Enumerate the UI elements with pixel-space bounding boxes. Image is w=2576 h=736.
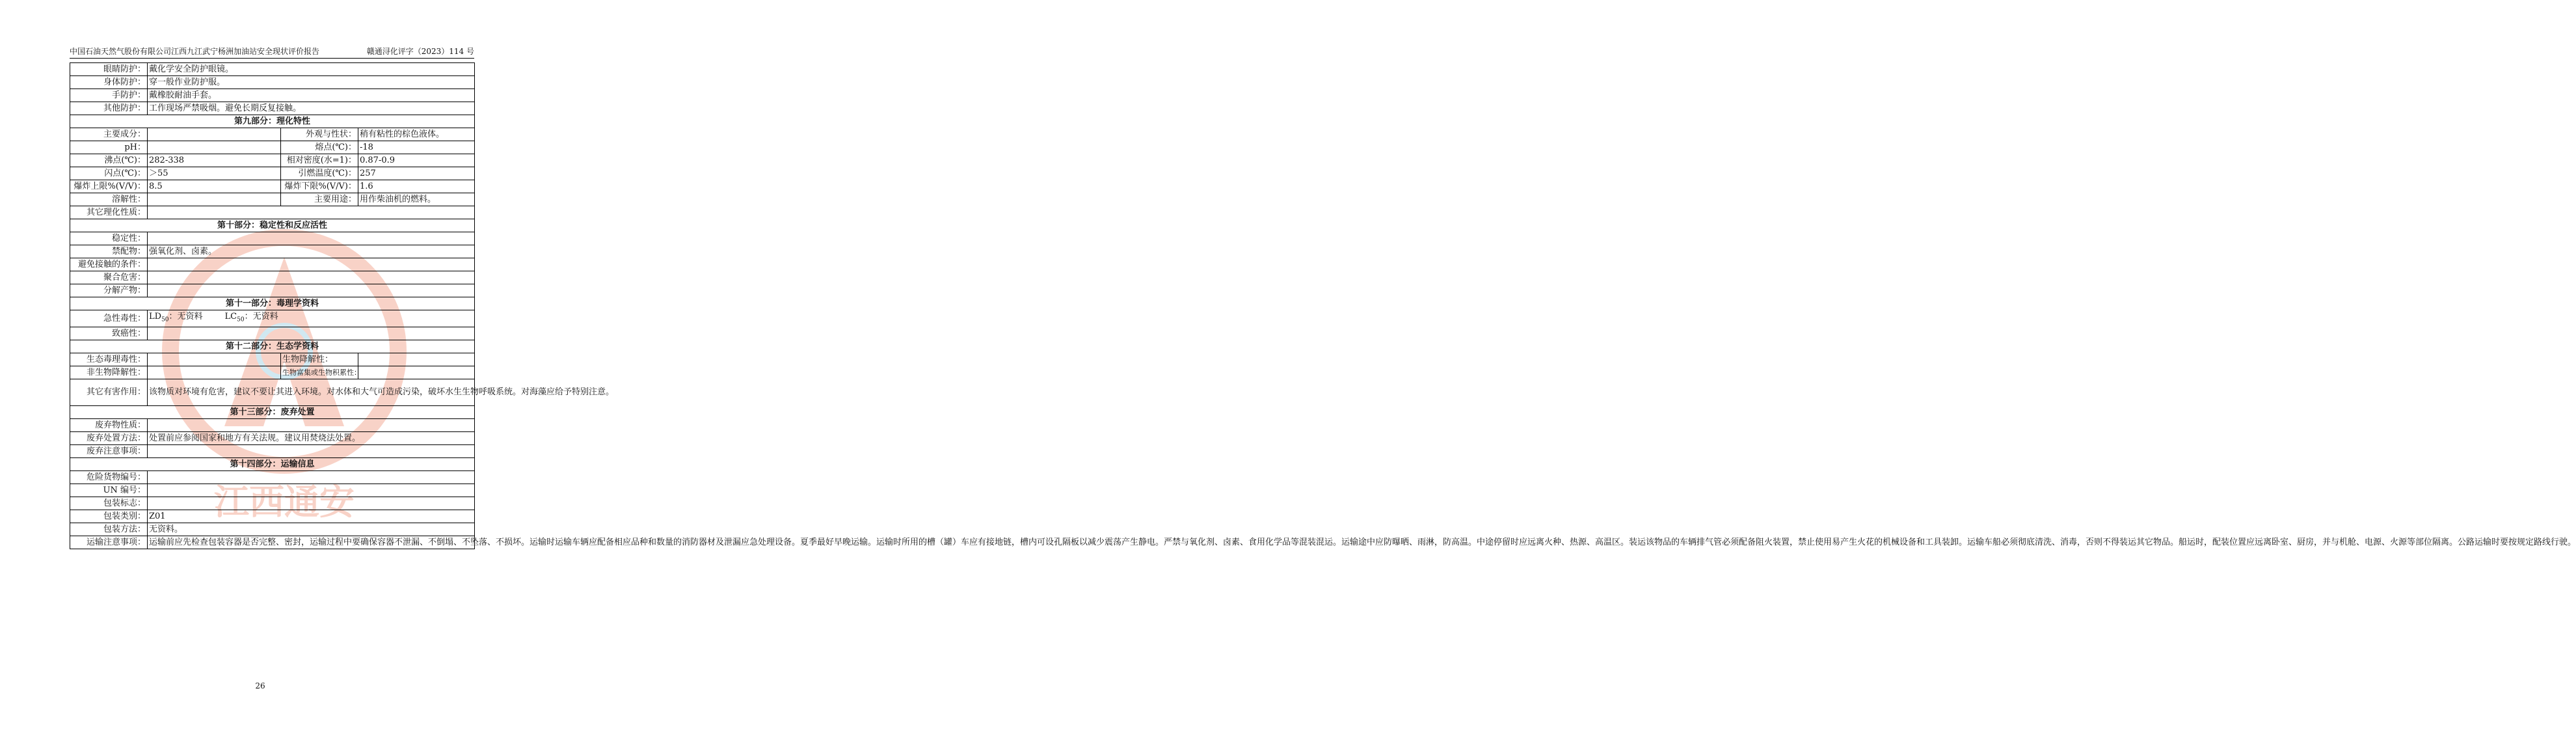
- ld50-value: ：无资料: [168, 312, 203, 321]
- value-acute-toxicity: [148, 310, 475, 327]
- header-report-title: 中国石油天然气股份有限公司江西九江武宁杨洲加油站安全现状评价报告: [70, 47, 320, 56]
- value-dangerous-goods-no: [148, 470, 475, 484]
- value-package-method: 无资料。: [148, 523, 475, 536]
- row-main-composition: [70, 128, 475, 141]
- label-un-number: UN 编号：: [70, 484, 148, 497]
- row-waste-notes: [70, 444, 475, 457]
- row-other-harm: [70, 379, 475, 405]
- label-flash-point: 闪点(℃)：: [70, 167, 148, 180]
- row-explosion-limits: [70, 180, 475, 193]
- row-decomposition: [70, 284, 475, 297]
- value-carcinogenicity: [148, 327, 475, 340]
- label-other-properties: 其它理化性质：: [70, 206, 148, 219]
- value-relative-density: 0.87-0.9: [358, 154, 475, 167]
- label-decomposition: 分解产物：: [70, 284, 148, 297]
- label-stability: 稳定性：: [70, 232, 148, 245]
- label-nonbio-degradability: 非生物降解性：: [70, 366, 148, 379]
- label-ignition-temp: 引燃温度(℃)：: [281, 167, 358, 180]
- msds-table: [70, 62, 2576, 549]
- value-polymerization: [148, 271, 475, 284]
- value-biodegradability: [358, 353, 475, 366]
- row-waste-method: [70, 431, 475, 444]
- label-melting-point: 熔点(℃)：: [281, 141, 358, 154]
- value-transport-notes: 运输前应先检查包装容器是否完整、密封，运输过程中要确保容器不泄漏、不倒塌、不坠落、不损坏。运输时运输车辆应配备相应品种和数量的消防器材及泄漏应急处理设备。夏季最好早晚运输。运输时所用的槽（罐）车应有接地链，槽内可设孔隔板以减少震荡产生静电。严禁与氧化剂、卤素、食用化学品等混装混运。运输途中应防曝晒、雨淋，防高温。中途停留时应远离火种、热源、高温区。装运该物品的车辆排气管必须配备阻火装置，禁止使用易产生火花的机械设备和工具装卸。运输车船必须彻底清洗、消毒，否则不得装运其它物品。船运时，配装位置应远离卧室、厨房，并与机舱、电源、火源等部位隔离。公路运输时要按规定路线行驶。: [148, 536, 475, 549]
- value-appearance: 稍有粘性的棕色液体。: [358, 128, 475, 141]
- label-relative-density: 相对密度(水=1)：: [281, 154, 358, 167]
- label-ph: pH：: [70, 141, 148, 154]
- label-solubility: 溶解性：: [70, 193, 148, 206]
- label-eco-toxicity: 生态毒理毒性：: [70, 353, 148, 366]
- value-bioaccumulation: [358, 366, 475, 379]
- lc50-value: ：无资料: [244, 312, 278, 321]
- label-lower-explosion-limit: 爆炸下限%(V/V)：: [281, 180, 358, 193]
- label-hand-protection: 手防护：: [70, 89, 148, 102]
- label-bioaccumulation: 生物富集或生物积累性：: [281, 366, 358, 379]
- value-solubility: [148, 193, 281, 206]
- value-boiling-point: 282-338: [148, 154, 281, 167]
- label-incompatible: 禁配物：: [70, 245, 148, 258]
- page-number: 26: [255, 681, 265, 690]
- ld50-sub: 50: [161, 316, 169, 323]
- label-boiling-point: 沸点(℃)：: [70, 154, 148, 167]
- row-ph: [70, 141, 475, 154]
- value-main-use: 用作柴油机的燃料。: [358, 193, 475, 206]
- label-carcinogenicity: 致癌性：: [70, 327, 148, 340]
- value-waste-notes: [148, 444, 475, 457]
- ld50-prefix: LD: [149, 312, 162, 321]
- value-waste-nature: [148, 418, 475, 431]
- label-polymerization: 聚合危害：: [70, 271, 148, 284]
- row-package-class: [70, 510, 475, 523]
- value-flash-point: ＞55: [148, 167, 281, 180]
- row-package-method: [70, 523, 475, 536]
- row-incompatible: [70, 245, 475, 258]
- label-other-protection: 其他防护：: [70, 102, 148, 115]
- label-biodegradability: 生物降解性：: [281, 353, 358, 366]
- label-package-method: 包装方法：: [70, 523, 148, 536]
- watermark-text: 江西通安: [214, 482, 355, 523]
- row-polymerization: [70, 271, 475, 284]
- value-stability: [148, 232, 475, 245]
- value-main-composition: [148, 128, 281, 141]
- label-main-use: 主要用途：: [281, 193, 358, 206]
- value-package-mark: [148, 497, 475, 510]
- row-other-properties: [70, 206, 475, 219]
- label-package-class: 包装类别：: [70, 510, 148, 523]
- label-transport-notes: 运输注意事项：: [70, 536, 148, 549]
- value-avoid-conditions: [148, 258, 475, 271]
- value-incompatible: 强氧化剂、卤素。: [148, 245, 475, 258]
- row-eco-toxicity: [70, 353, 475, 366]
- label-waste-nature: 废弃物性质：: [70, 418, 148, 431]
- label-body-protection: 身体防护：: [70, 76, 148, 89]
- label-eye-protection: 眼睛防护：: [70, 63, 148, 76]
- value-lower-explosion-limit: 1.6: [358, 180, 475, 193]
- row-dangerous-goods-no: [70, 470, 475, 484]
- row-waste-nature: [70, 418, 475, 431]
- row-stability: [70, 232, 475, 245]
- section-11-title: 第十一部分：毒理学资料: [70, 297, 475, 310]
- value-ignition-temp: 257: [358, 167, 475, 180]
- label-waste-method: 废弃处置方法：: [70, 431, 148, 444]
- row-acute-toxicity: [70, 310, 475, 327]
- label-package-mark: 包装标志：: [70, 497, 148, 510]
- lc50-sub: 50: [237, 316, 245, 323]
- value-eco-toxicity: [148, 353, 281, 366]
- label-upper-explosion-limit: 爆炸上限%(V/V)：: [70, 180, 148, 193]
- value-eye-protection: 戴化学安全防护眼镜。: [148, 63, 475, 76]
- value-other-protection: 工作现场严禁吸烟。避免长期反复接触。: [148, 102, 475, 115]
- row-transport-notes: [70, 536, 475, 549]
- row-package-mark: [70, 497, 475, 510]
- row-flash-point: [70, 167, 475, 180]
- row-un-number: [70, 484, 475, 497]
- value-hand-protection: 戴橡胶耐油手套。: [148, 89, 475, 102]
- value-melting-point: -18: [358, 141, 475, 154]
- section-14-title: 第十四部分：运输信息: [70, 457, 475, 470]
- section-12-title: 第十二部分：生态学资料: [70, 340, 475, 353]
- value-waste-method: 处置前应参阅国家和地方有关法规。建议用焚烧法处置。: [148, 431, 475, 444]
- section-10-title: 第十部分：稳定性和反应活性: [70, 219, 475, 232]
- value-other-harm: 该物质对环境有危害，建议不要让其进入环境。对水体和大气可造成污染，破坏水生生物呼吸系统。对海藻应给予特别注意。: [148, 379, 475, 405]
- label-main-composition: 主要成分：: [70, 128, 148, 141]
- header-report-number: 赣通浔化评字（2023）114 号: [366, 47, 474, 56]
- header-rule: [70, 58, 474, 59]
- value-ph: [148, 141, 281, 154]
- label-waste-notes: 废弃注意事项：: [70, 444, 148, 457]
- label-appearance: 外观与性状：: [281, 128, 358, 141]
- value-un-number: [148, 484, 475, 497]
- label-avoid-conditions: 避免接触的条件：: [70, 258, 148, 271]
- value-body-protection: 穿一般作业防护服。: [148, 76, 475, 89]
- section-13-title: 第十三部分：废弃处置: [70, 405, 475, 418]
- value-decomposition: [148, 284, 475, 297]
- lc50-prefix: LC: [224, 312, 237, 321]
- row-avoid-conditions: [70, 258, 475, 271]
- row-nonbio-degradability: [70, 366, 475, 379]
- value-upper-explosion-limit: 8.5: [148, 180, 281, 193]
- row-eye-protection: [70, 63, 475, 76]
- row-body-protection: [70, 76, 475, 89]
- row-other-protection: [70, 102, 475, 115]
- label-dangerous-goods-no: 危险货物编号：: [70, 470, 148, 484]
- label-other-harm: 其它有害作用：: [70, 379, 148, 405]
- label-acute-toxicity: 急性毒性：: [70, 310, 148, 327]
- value-nonbio-degradability: [148, 366, 281, 379]
- value-package-class: Z01: [148, 510, 475, 523]
- row-boiling-point: [70, 154, 475, 167]
- section-9-title: 第九部分：理化特性: [70, 115, 475, 128]
- row-solubility: [70, 193, 475, 206]
- row-carcinogenicity: [70, 327, 475, 340]
- value-other-properties: [148, 206, 475, 219]
- row-hand-protection: [70, 89, 475, 102]
